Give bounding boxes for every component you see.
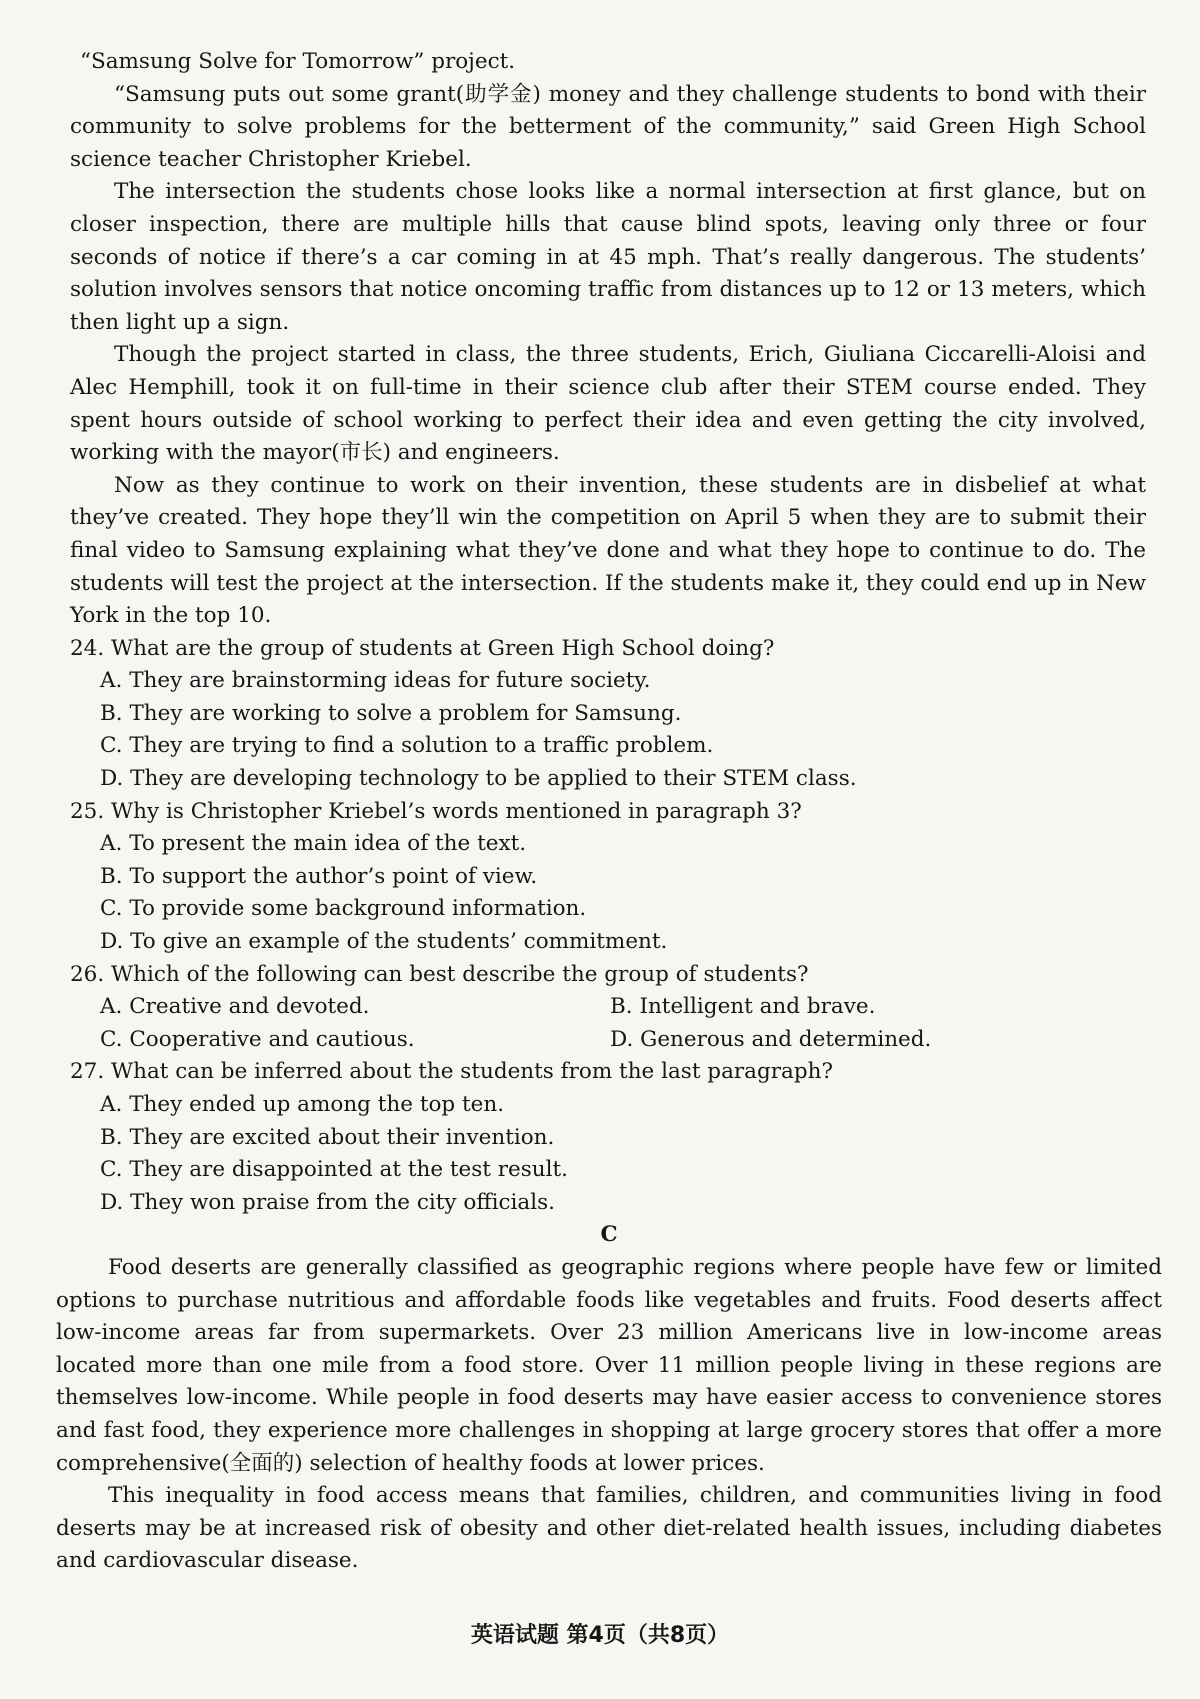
passage-b bbox=[70, 46, 1146, 633]
option-b: B. Intelligent and brave. bbox=[610, 994, 876, 1020]
option-d: D. They won praise from the city officials. bbox=[100, 1189, 555, 1215]
paragraph: “Samsung puts out some grant(助学金) money and they challenge students to bond with their community to solve problems for the betterment of the community,” said Green High School science teacher Christopher Kriebel. bbox=[70, 81, 1146, 172]
option-grid bbox=[100, 991, 1146, 1056]
option-b: B. They are excited about their invention. bbox=[100, 1124, 555, 1150]
passage-c bbox=[56, 1219, 1162, 1578]
option-a: A. To present the main idea of the text. bbox=[100, 831, 527, 857]
option-b: B. They are working to solve a problem for Samsung. bbox=[100, 700, 682, 726]
option-a: A. Creative and devoted. bbox=[100, 994, 370, 1020]
question-stem: 24. What are the group of students at Green High School doing? bbox=[70, 635, 775, 661]
question-24 bbox=[70, 633, 1146, 796]
option-d: D. Generous and determined. bbox=[610, 1026, 932, 1052]
paragraph: Now as they continue to work on their invention, these students are in disbelief at what they’ve created. They hope they’ll win the competition on April 5 when they are to submit their final video to Samsung explaining what they’ve done and what they hope to continue to do. The students will test the project at the intersection. If the students make it, they could end up in New York in the top 10. bbox=[70, 472, 1146, 629]
paragraph: “Samsung Solve for Tomorrow” project. bbox=[80, 49, 516, 74]
question-stem: 27. What can be inferred about the students from the last paragraph? bbox=[70, 1059, 833, 1085]
question-stem: 26. Which of the following can best describe the group of students? bbox=[70, 961, 809, 987]
question-stem: 25. Why is Christopher Kriebel’s words mentioned in paragraph 3? bbox=[70, 798, 802, 824]
section-heading: C bbox=[600, 1222, 618, 1248]
option-b: B. To support the author’s point of view. bbox=[100, 863, 538, 889]
paragraph: Food deserts are generally classified as geographic regions where people have few or limited options to purchase nutritious and affordable foods like vegetables and fruits. Food deserts affect low-income areas far from supermarkets. Over 23 million Americans live in low-income areas located more than one mile from a food store. Over 11 million people living in these regions are themselves low-income. While people in food deserts may have easier access to convenience stores and fast food, they experience more challenges in shopping at large grocery stores that offer a more comprehensive(全面的) selection of healthy foods at lower prices. bbox=[56, 1254, 1162, 1476]
option-a: A. They ended up among the top ten. bbox=[100, 1092, 505, 1117]
option-a: A. They are brainstorming ideas for future society. bbox=[100, 668, 651, 694]
option-c: C. They are disappointed at the test result. bbox=[100, 1157, 568, 1183]
option-c: C. They are trying to find a solution to a traffic problem. bbox=[100, 733, 714, 759]
question-27 bbox=[70, 1056, 1146, 1219]
question-26 bbox=[70, 959, 1146, 1057]
page-footer: 英语试题 第4页（共8页） bbox=[470, 1623, 730, 1648]
question-25 bbox=[70, 796, 1146, 959]
paragraph: The intersection the students chose looks like a normal intersection at first glance, but on closer inspection, there are multiple hills that cause blind spots, leaving only three or four seconds of notice if there’s a car coming in at 45 mph. That’s really dangerous. The students’ solution involves sensors that notice oncoming traffic from distances up to 12 or 13 meters, which then light up a sign. bbox=[70, 179, 1146, 335]
option-c: C. Cooperative and cautious. bbox=[100, 1026, 415, 1052]
paragraph: Though the project started in class, the three students, Erich, Giuliana Ciccarelli-Aloisi and Alec Hemphill, took it on full-time in their science club after their STEM course ended. They spent hours outside of school working to perfect their idea and even getting the city involved, working with the mayor(市长) and engineers. bbox=[70, 342, 1146, 466]
option-d: D. To give an example of the students’ commitment. bbox=[100, 929, 668, 955]
option-c: C. To provide some background information. bbox=[100, 896, 587, 922]
option-d: D. They are developing technology to be applied to their STEM class. bbox=[100, 766, 857, 792]
paragraph: This inequality in food access means that families, children, and communities living in food deserts may be at increased risk of obesity and other diet-related health issues, including diabetes and cardiovascular disease. bbox=[56, 1483, 1162, 1574]
